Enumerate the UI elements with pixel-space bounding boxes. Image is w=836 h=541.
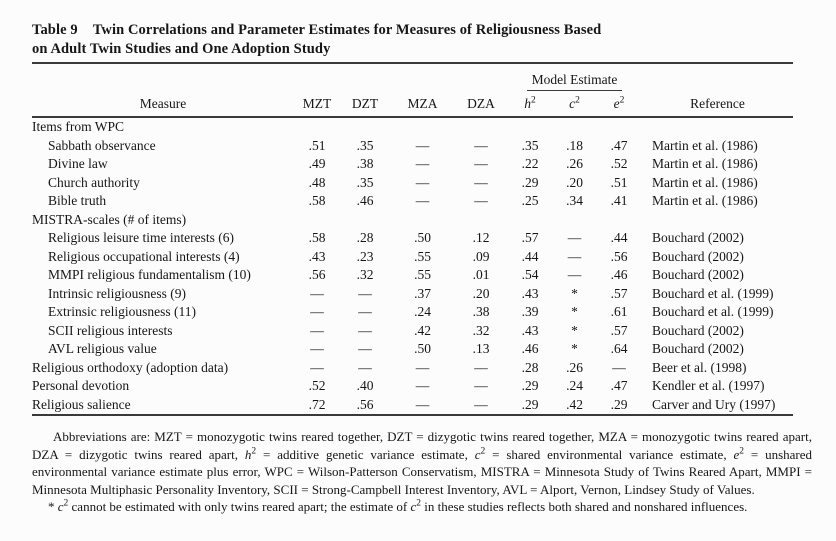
value-cell: .28	[521, 359, 539, 375]
value-cell: .57	[521, 230, 539, 245]
value-cell: .43	[521, 285, 539, 301]
reference-cell: Bouchard et al. (1999)	[652, 285, 774, 301]
value-cell: .50	[414, 230, 431, 245]
value-cell: —	[390, 396, 455, 416]
table-row	[32, 322, 793, 341]
measure-cell: Items from WPC	[32, 119, 124, 134]
reference-cell: Bouchard (2002)	[652, 341, 744, 356]
value-cell: .29	[521, 378, 539, 393]
section-row	[32, 211, 793, 230]
value-cell: .20	[566, 174, 583, 190]
title-line1: Twin Correlations and Parameter Estimates for Measures of Religiousness Based	[92, 22, 602, 38]
value-cell: .26	[566, 359, 583, 375]
column-header-e2: $e^2$	[596, 91, 642, 117]
value-cell: .39	[521, 304, 539, 319]
value-cell: .35	[356, 174, 374, 190]
measure-cell: Personal devotion	[32, 378, 130, 393]
value-cell: —	[310, 304, 324, 319]
value-cell: .49	[308, 156, 326, 171]
value-cell: .46	[521, 341, 539, 356]
reference-cell	[642, 117, 793, 137]
group-header-row	[32, 63, 793, 91]
value-cell: .46	[610, 267, 628, 282]
column-header-h2: $h^2$	[507, 91, 553, 117]
value-cell: —	[310, 322, 324, 338]
reference-cell: Bouchard et al. (1999)	[652, 304, 774, 319]
table-number: Table 9	[32, 22, 78, 38]
value-cell: —	[474, 378, 488, 393]
table-row	[32, 377, 793, 396]
value-cell: .25	[521, 193, 539, 208]
value-cell: *	[571, 304, 578, 319]
value-cell: —	[474, 359, 488, 375]
value-cell: —	[567, 267, 582, 282]
value-cell: .64	[610, 341, 628, 356]
reference-cell: Martin et al. (1986)	[652, 137, 758, 153]
value-cell	[390, 117, 455, 137]
value-cell: .52	[610, 156, 628, 171]
reference-cell: Bouchard (2002)	[652, 322, 744, 338]
column-header-row	[32, 91, 793, 117]
table-row	[32, 155, 793, 174]
value-cell: .22	[521, 156, 539, 171]
value-cell	[507, 211, 553, 230]
value-cell: .57	[610, 285, 628, 301]
measure-cell: Church authority	[48, 174, 140, 190]
value-cell: .26	[566, 156, 583, 171]
measure-cell: Intrinsic religiousness (9)	[48, 285, 186, 301]
value-cell: .24	[566, 378, 583, 393]
value-cell: .43	[521, 322, 539, 338]
value-cell	[390, 211, 455, 230]
value-cell: .32	[356, 267, 374, 282]
value-cell: .72	[294, 396, 340, 416]
reference-cell: Martin et al. (1986)	[652, 174, 758, 190]
value-cell: —	[358, 341, 372, 356]
asterisk-note: * $c^2$ cannot be estimated with only twins reared apart; the estimate of $c^2$ in these studies reflects both shared and nonshared influences.	[48, 499, 748, 515]
value-cell: .58	[308, 193, 326, 208]
measure-cell: AVL religious value	[48, 341, 157, 356]
value-cell: .44	[610, 230, 628, 245]
value-cell: .56	[610, 248, 628, 264]
reference-cell: Bouchard (2002)	[652, 248, 744, 264]
column-header-mzt: MZT	[294, 91, 340, 117]
value-cell	[455, 211, 507, 230]
value-cell: .42	[553, 396, 596, 416]
table-row	[32, 285, 793, 304]
value-cell: .18	[566, 137, 583, 153]
measure-cell: MMPI religious fundamentalism (10)	[48, 267, 251, 282]
value-cell: .24	[414, 304, 431, 319]
measure-cell: Sabbath observance	[48, 137, 156, 153]
section-row	[32, 117, 793, 137]
value-cell: .54	[521, 267, 539, 282]
value-cell: .01	[472, 267, 490, 282]
value-cell	[553, 211, 596, 230]
value-cell: .41	[610, 193, 628, 208]
measure-cell: Religious orthodoxy (adoption data)	[32, 359, 229, 375]
value-cell: .23	[356, 248, 374, 264]
group-header-spacer-left	[32, 63, 507, 91]
table-row	[32, 340, 793, 359]
value-cell: .55	[414, 248, 431, 264]
value-cell: .43	[308, 248, 326, 264]
value-cell: —	[474, 193, 488, 208]
value-cell: —	[415, 156, 430, 171]
value-cell: —	[567, 230, 582, 245]
twin-correlations-table	[32, 62, 793, 416]
table-row	[32, 137, 793, 156]
value-cell: .28	[356, 230, 374, 245]
measure-cell: MISTRA-scales (# of items)	[32, 211, 187, 227]
measure-cell: Divine law	[48, 156, 108, 171]
value-cell: —	[415, 359, 430, 375]
value-cell	[553, 117, 596, 137]
value-cell	[455, 117, 507, 137]
value-cell: —	[415, 137, 430, 153]
value-cell: .35	[356, 137, 374, 153]
value-cell	[596, 211, 642, 230]
value-cell: —	[474, 174, 488, 190]
table-row	[32, 229, 793, 248]
value-cell: .09	[472, 248, 490, 264]
measure-cell: Religious leisure time interests (6)	[48, 230, 234, 245]
value-cell: .38	[472, 304, 490, 319]
abbreviations-note: Abbreviations are: MZT = monozygotic twins reared together, DZT = dizygotic twins reared together, MZA = monozygotic twins reared apart, DZA = dizygotic twins reared apart, $h^2$ = additive genetic variance estimate, $c^2$ = shared environmental variance estimate, $e^2$ = unshared environmental variance estimate plus error, WPC = Wilson-Patterson Conservatism, MISTRA = Minnesota Study of Twins Reared Apart, MMPI = Minnesota Multiphasic Personality Inventory, SCII = Strong-Campbell Interest Inventory, AVL = Alport, Vernon, Lindsey Study of Values.	[32, 429, 813, 497]
value-cell: —	[474, 156, 488, 171]
value-cell: .56	[340, 396, 390, 416]
reference-cell: Bouchard (2002)	[652, 230, 744, 245]
value-cell: —	[455, 396, 507, 416]
value-cell: .46	[356, 193, 374, 208]
value-cell: .51	[308, 137, 326, 153]
value-cell: .57	[610, 322, 628, 338]
value-cell	[294, 211, 340, 230]
value-cell: .44	[521, 248, 539, 264]
value-cell: .34	[566, 193, 583, 208]
value-cell: —	[358, 304, 372, 319]
value-cell	[340, 117, 390, 137]
reference-cell: Kendler et al. (1997)	[652, 378, 765, 393]
measure-cell: Extrinsic religiousness (11)	[48, 304, 196, 319]
value-cell: .42	[414, 322, 431, 338]
value-cell: —	[310, 341, 324, 356]
measure-cell: Religious salience	[32, 396, 294, 416]
measure-cell: Religious occupational interests (4)	[48, 248, 240, 264]
footnotes	[32, 428, 812, 516]
table-row	[32, 303, 793, 322]
value-cell: —	[358, 285, 372, 301]
table-body	[32, 117, 793, 415]
value-cell: .50	[414, 341, 431, 356]
value-cell: .51	[610, 174, 628, 190]
value-cell: .38	[356, 156, 374, 171]
value-cell: .55	[414, 267, 431, 282]
measure-cell: Bible truth	[48, 193, 107, 208]
column-header-c2: $c^2$	[553, 91, 596, 117]
value-cell: .29	[596, 396, 642, 416]
title-line2: on Adult Twin Studies and One Adoption Study	[32, 41, 331, 57]
value-cell: —	[415, 174, 430, 190]
table-row	[32, 248, 793, 267]
reference-cell: Carver and Ury (1997)	[642, 396, 793, 416]
value-cell	[596, 117, 642, 137]
value-cell: —	[567, 248, 582, 264]
value-cell: .12	[472, 230, 490, 245]
value-cell: —	[358, 322, 372, 338]
reference-cell: Martin et al. (1986)	[652, 156, 758, 171]
value-cell: .58	[308, 230, 326, 245]
value-cell: —	[415, 378, 430, 393]
column-header-measure: Measure	[32, 91, 294, 117]
column-header-dzt: DZT	[340, 91, 390, 117]
value-cell: .40	[356, 378, 374, 393]
value-cell: .20	[472, 285, 490, 301]
measure-cell: SCII religious interests	[48, 322, 173, 338]
value-cell: .47	[610, 137, 628, 153]
value-cell: .52	[308, 378, 326, 393]
reference-cell	[642, 211, 793, 230]
reference-cell: Beer et al. (1998)	[652, 359, 747, 375]
table-row	[32, 396, 793, 416]
model-estimate-label: Model Estimate	[527, 72, 623, 91]
value-cell: .13	[472, 341, 490, 356]
value-cell: —	[310, 359, 324, 375]
table-row	[32, 359, 793, 378]
table-title	[32, 21, 672, 59]
value-cell: —	[415, 193, 430, 208]
column-header-dza: DZA	[455, 91, 507, 117]
value-cell: *	[571, 322, 578, 338]
value-cell: .47	[610, 378, 628, 393]
value-cell: .32	[472, 322, 490, 338]
value-cell: —	[358, 359, 372, 375]
column-header-mza: MZA	[390, 91, 455, 117]
value-cell: .29	[507, 396, 553, 416]
value-cell: .35	[521, 137, 539, 153]
table-row	[32, 266, 793, 285]
value-cell	[294, 117, 340, 137]
value-cell	[340, 211, 390, 230]
value-cell: .37	[414, 285, 431, 301]
reference-cell: Martin et al. (1986)	[652, 193, 758, 208]
value-cell	[507, 117, 553, 137]
model-estimate-header	[507, 63, 642, 91]
reference-cell: Bouchard (2002)	[652, 267, 744, 282]
value-cell: .29	[521, 174, 539, 190]
value-cell: —	[474, 137, 488, 153]
value-cell: *	[571, 285, 578, 301]
value-cell: .48	[308, 174, 326, 190]
value-cell: *	[571, 341, 578, 356]
table-row	[32, 192, 793, 211]
value-cell: .56	[308, 267, 326, 282]
group-header-spacer-right	[642, 63, 793, 91]
table-row	[32, 174, 793, 193]
value-cell: —	[310, 285, 324, 301]
value-cell: —	[612, 359, 626, 375]
column-header-reference: Reference	[642, 91, 793, 117]
value-cell: .61	[610, 304, 628, 319]
